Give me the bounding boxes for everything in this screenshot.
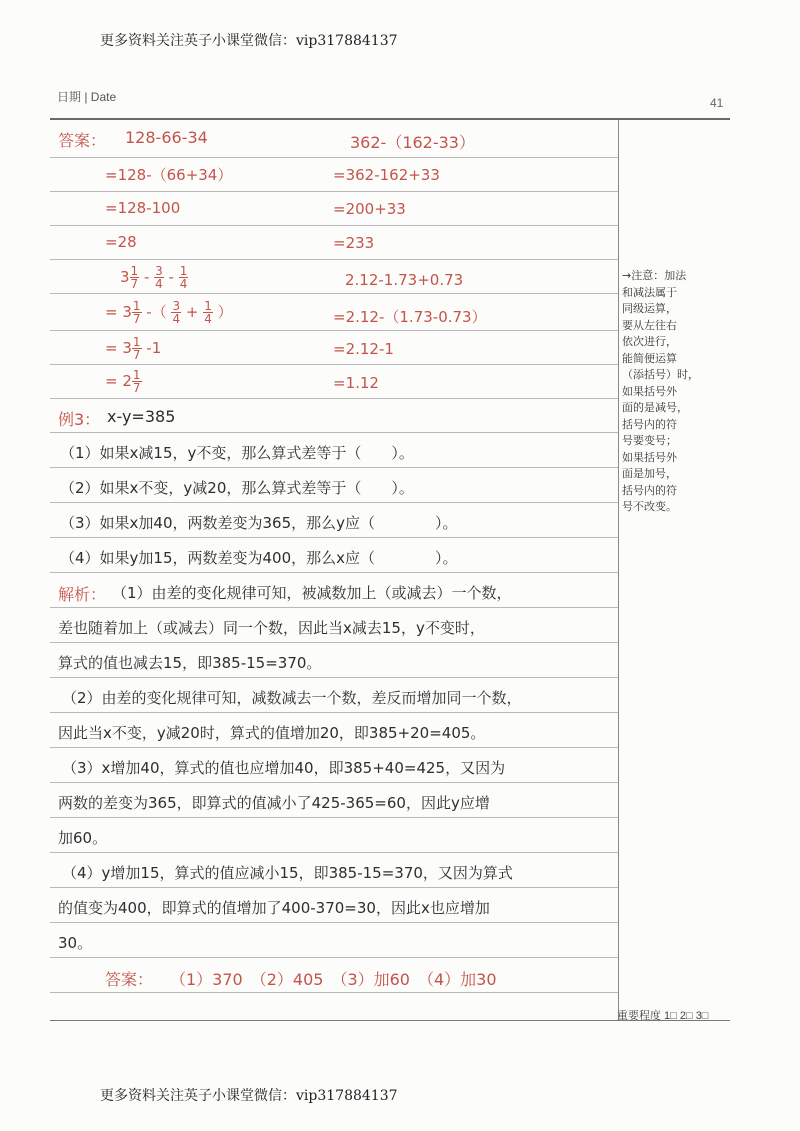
answer1-right-0: 362-（162-33） bbox=[350, 133, 475, 152]
question-1: （1）如果x减15，y不变，那么算式差等于（ ）。 bbox=[60, 444, 414, 462]
top-rule bbox=[50, 118, 730, 120]
side-note-line: →注意：加法 bbox=[622, 269, 687, 282]
fraction: $\frac{1}{4}$ bbox=[204, 299, 212, 326]
answer1-label: 答案： bbox=[58, 131, 107, 150]
answer1-left-0: 128-66-34 bbox=[125, 128, 208, 147]
fraction: $\frac{1}{7}$ bbox=[132, 299, 141, 326]
watermark-bottom: 更多资料关注英子小课堂微信：vip317884137 bbox=[100, 1088, 398, 1104]
side-note-line: 如果括号外 bbox=[622, 450, 677, 464]
analysis-line-9: 的值变为400，即算式的值增加了400-370=30，因此x也应增加 bbox=[58, 899, 490, 917]
answer1-left-2: =128-100 bbox=[105, 199, 181, 217]
analysis-line-8: （4）y增加15，算式的值应减小15，即385-15=370，又因为算式 bbox=[62, 864, 513, 882]
frac-right-0: 2.12-1.73+0.73 bbox=[345, 271, 464, 289]
frac-line-1 bbox=[105, 300, 233, 325]
expr-text: -1 bbox=[141, 339, 162, 357]
answer1-left-3: =28 bbox=[105, 233, 137, 251]
answer1-right-3: =233 bbox=[333, 234, 375, 252]
expr-text: ） bbox=[212, 303, 233, 321]
page-number: 41 bbox=[710, 96, 724, 110]
example3-equation: x-y=385 bbox=[107, 407, 176, 426]
example3-label: 例3： bbox=[58, 410, 101, 429]
answer1-right-2: =200+33 bbox=[333, 200, 406, 218]
side-note-line: 和减法属于 bbox=[622, 285, 677, 299]
frac-right-2: =2.12-1 bbox=[333, 340, 394, 358]
side-note-line: （添括号）时， bbox=[622, 368, 699, 381]
final-answer-text: （1）370 （2）405 （3）加60 （4）加30 bbox=[170, 970, 497, 989]
side-note-line: 依次进行， bbox=[622, 335, 677, 348]
side-note-line: 号不改变。 bbox=[622, 500, 677, 513]
analysis-line-3: （2）由差的变化规律可知，减数减去一个数，差反而增加同一个数， bbox=[62, 689, 522, 707]
analysis-line-7: 加60。 bbox=[58, 829, 108, 847]
analysis-label: 解析： bbox=[58, 585, 107, 604]
answer1-left-1: =128-（66+34） bbox=[105, 166, 233, 184]
side-note-line: 要从左往右 bbox=[622, 318, 677, 332]
side-note-line: 同级运算， bbox=[622, 302, 677, 315]
side-note bbox=[622, 268, 732, 516]
expr-text: = 3 bbox=[105, 303, 132, 321]
expr-text: -（ bbox=[141, 303, 172, 321]
expr-text: 3 bbox=[120, 268, 130, 286]
fraction: $\frac{3}{4}$ bbox=[155, 264, 163, 291]
side-note-line: 括号内的符 bbox=[622, 483, 677, 497]
frac-line-3 bbox=[105, 369, 142, 394]
expr-text: + bbox=[181, 303, 204, 321]
side-note-line: 能简便运算 bbox=[622, 351, 677, 365]
expr-text: - bbox=[139, 268, 155, 286]
watermark-top: 更多资料关注英子小课堂微信：vip317884137 bbox=[100, 33, 398, 49]
importance-rating: 重要程度 1□ 2□ 3□ bbox=[617, 1010, 709, 1022]
expr-text: = 2 bbox=[105, 372, 132, 390]
frac-line-2 bbox=[105, 336, 161, 361]
analysis-line-1: 差也随着加上（或减去）同一个数，因此当x减去15，y不变时， bbox=[58, 619, 485, 637]
question-3: （3）如果x加40，两数差变为365，那么y应（ ）。 bbox=[60, 514, 458, 532]
analysis-line-0: （1）由差的变化规律可知，被减数加上（或减去）一个数， bbox=[112, 584, 512, 602]
expr-text: = 3 bbox=[105, 339, 132, 357]
side-note-line: 面是加号， bbox=[622, 467, 677, 480]
side-note-line: 如果括号外 bbox=[622, 384, 677, 398]
date-label: 日期 | Date bbox=[57, 90, 117, 104]
question-4: （4）如果y加15，两数差变为400，那么x应（ ）。 bbox=[60, 549, 458, 567]
fraction: $\frac{3}{4}$ bbox=[172, 299, 181, 326]
analysis-line-6: 两数的差变为365，即算式的值减小了425-365=60，因此y应增 bbox=[58, 794, 490, 812]
frac-right-1: =2.12-（1.73-0.73） bbox=[333, 308, 487, 326]
analysis-line-4: 因此当x不变，y减20时，算式的值增加20，即385+20=405。 bbox=[58, 724, 486, 742]
analysis-line-5: （3）x增加40，算式的值也应增加40，即385+40=425，又因为 bbox=[62, 759, 506, 777]
fraction: $\frac{1}{4}$ bbox=[179, 264, 188, 291]
question-2: （2）如果x不变，y减20，那么算式差等于（ ）。 bbox=[60, 479, 414, 497]
fraction: $\frac{1}{7}$ bbox=[132, 368, 141, 395]
fraction: $\frac{1}{7}$ bbox=[132, 335, 141, 362]
side-note-line: 括号内的符 bbox=[622, 417, 677, 431]
frac-line-0 bbox=[120, 265, 188, 290]
frac-right-3: =1.12 bbox=[333, 374, 379, 392]
side-note-line: 号要变号； bbox=[622, 434, 677, 447]
expr-text: - bbox=[163, 268, 179, 286]
margin-line bbox=[618, 120, 619, 1020]
final-answer-label: 答案： bbox=[105, 970, 154, 989]
side-note-line: 面的是减号， bbox=[622, 401, 688, 414]
fraction: $\frac{1}{7}$ bbox=[130, 264, 139, 291]
analysis-line-10: 30。 bbox=[58, 934, 93, 952]
answer1-right-1: =362-162+33 bbox=[333, 166, 440, 184]
analysis-line-2: 算式的值也减去15，即385-15=370。 bbox=[58, 654, 322, 672]
